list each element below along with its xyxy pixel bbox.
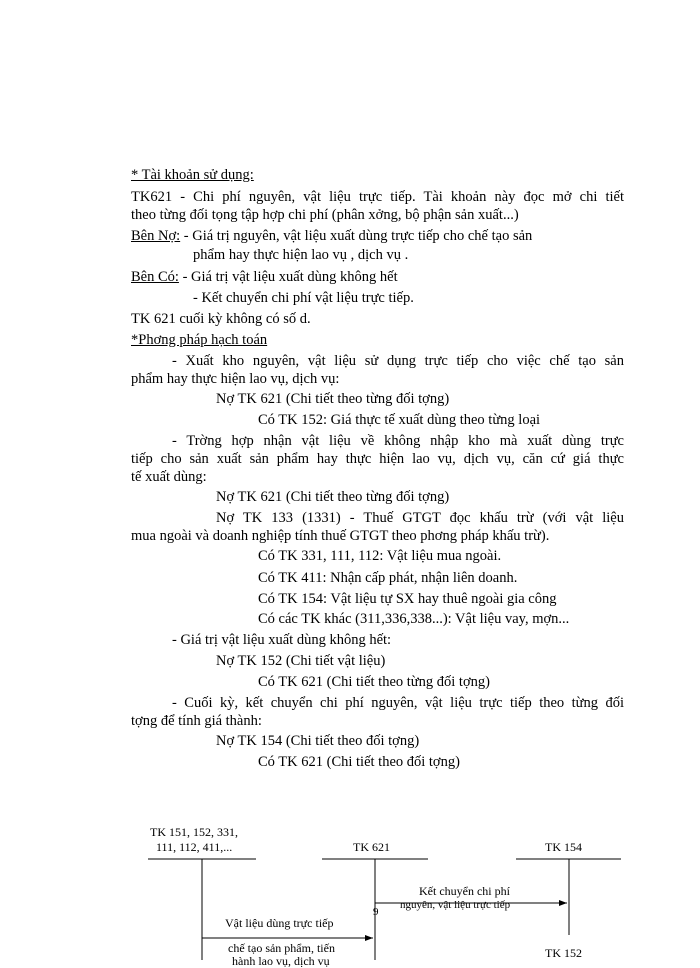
- para-2-line-1: - Trờng hợp nhận vật liệu về không nhập kho mà xuất dùng trực: [172, 433, 624, 449]
- arrow-label-material-1: Vật liệu dùng trực tiếp: [225, 916, 334, 930]
- tk621-no-balance: TK 621 cuối kỳ không có số d.: [131, 311, 311, 327]
- small-mark: 9: [373, 906, 379, 918]
- debit-side-label: Bên Nợ:: [131, 228, 181, 244]
- entry-credit-152-a: Có TK 152: Giá thực tế xuất dùng theo từng loại: [258, 412, 541, 428]
- entry-credit-411: Có TK 411: Nhận cấp phát, nhận liên doanh.: [258, 570, 518, 586]
- para-4-line-2: tợng để tính giá thành:: [131, 713, 262, 729]
- tk621-definition-line-2: theo từng đối tọng tập hợp chi phí (phân xởng, bộ phận sản xuất...): [131, 207, 519, 223]
- debit-side-line-2: phẩm hay thực hiện lao vụ , dịch vụ .: [193, 247, 409, 263]
- entry-credit-154: Có TK 154: Vật liệu tự SX hay thuê ngoài gia công: [258, 591, 557, 607]
- para-2-line-3: tế xuất dùng:: [131, 469, 207, 485]
- credit-side-line-2: - Kết chuyển chi phí vật liệu trực tiếp.: [193, 290, 414, 306]
- entry-debit-152: Nợ TK 152 (Chi tiết vật liệu): [216, 653, 386, 669]
- account-label-154: TK 154: [545, 840, 582, 854]
- entry-credit-331: Có TK 331, 111, 112: Vật liệu mua ngoài.: [258, 548, 502, 564]
- debit-side-text: - Giá trị nguyên, vật liệu xuất dùng trực tiếp cho chế tạo sản: [180, 228, 533, 244]
- arrow-label-transfer-1: Kết chuyển chi phí: [419, 884, 510, 898]
- para-3-line-1: - Giá trị vật liệu xuất dùng không hết:: [172, 632, 392, 648]
- arrow-label-transfer-2: nguyên, vật liệu trực tiếp: [400, 899, 511, 911]
- entry-debit-133: Nợ TK 133 (1331) - Thuế GTGT đọc khấu trừ (với vật liệu: [216, 510, 624, 526]
- heading-accounts-used: * Tài khoản sử dụng:: [131, 167, 254, 183]
- credit-side-text: - Giá trị vật liệu xuất dùng không hết: [178, 269, 398, 285]
- entry-debit-133-cont: mua ngoài và doanh nghiệp tính thuế GTGT theo phơng pháp khấu trừ).: [131, 528, 550, 544]
- account-label-left-2: 111, 112, 411,...: [156, 840, 233, 854]
- para-2-line-2: tiếp cho sản xuất sản phẩm hay thực hiện lao vụ, dịch vụ, căn cứ giá thực: [131, 451, 624, 467]
- account-label-621: TK 621: [353, 840, 390, 854]
- para-1-line-1: - Xuất kho nguyên, vật liệu sử dụng trực tiếp cho việc chế tạo sản: [172, 353, 624, 369]
- account-label-left-1: TK 151, 152, 331,: [150, 825, 238, 839]
- entry-debit-621-a: Nợ TK 621 (Chi tiết theo từng đối tợng): [216, 391, 450, 407]
- arrow-label-material-2: chế tạo sản phẩm, tiến: [228, 941, 335, 955]
- entry-credit-621-a: Có TK 621 (Chi tiết theo từng đối tợng): [258, 674, 490, 690]
- para-1-line-2: phẩm hay thực hiện lao vụ, dịch vụ:: [131, 371, 340, 387]
- entry-debit-154: Nợ TK 154 (Chi tiết theo đối tợng): [216, 733, 420, 749]
- tk621-definition-line-1: TK621 - Chi phí nguyên, vật liệu trực tiếp. Tài khoản này đọc mở chi tiết: [131, 189, 624, 205]
- entry-credit-621-b: Có TK 621 (Chi tiết theo đối tợng): [258, 754, 460, 770]
- para-4-line-1: - Cuối kỳ, kết chuyển chi phí nguyên, vật liệu trực tiếp theo từng đối: [172, 695, 624, 711]
- credit-side-label: Bên Có:: [131, 269, 179, 285]
- arrow-label-material-3: hành lao vụ, dịch vụ: [232, 954, 330, 968]
- heading-accounting-method: *Phơng pháp hạch toán: [131, 332, 268, 348]
- entry-debit-621-b: Nợ TK 621 (Chi tiết theo từng đối tợng): [216, 489, 450, 505]
- account-label-152: TK 152: [545, 946, 582, 960]
- entry-credit-other: Có các TK khác (311,336,338...): Vật liệu vay, mợn...: [258, 611, 570, 627]
